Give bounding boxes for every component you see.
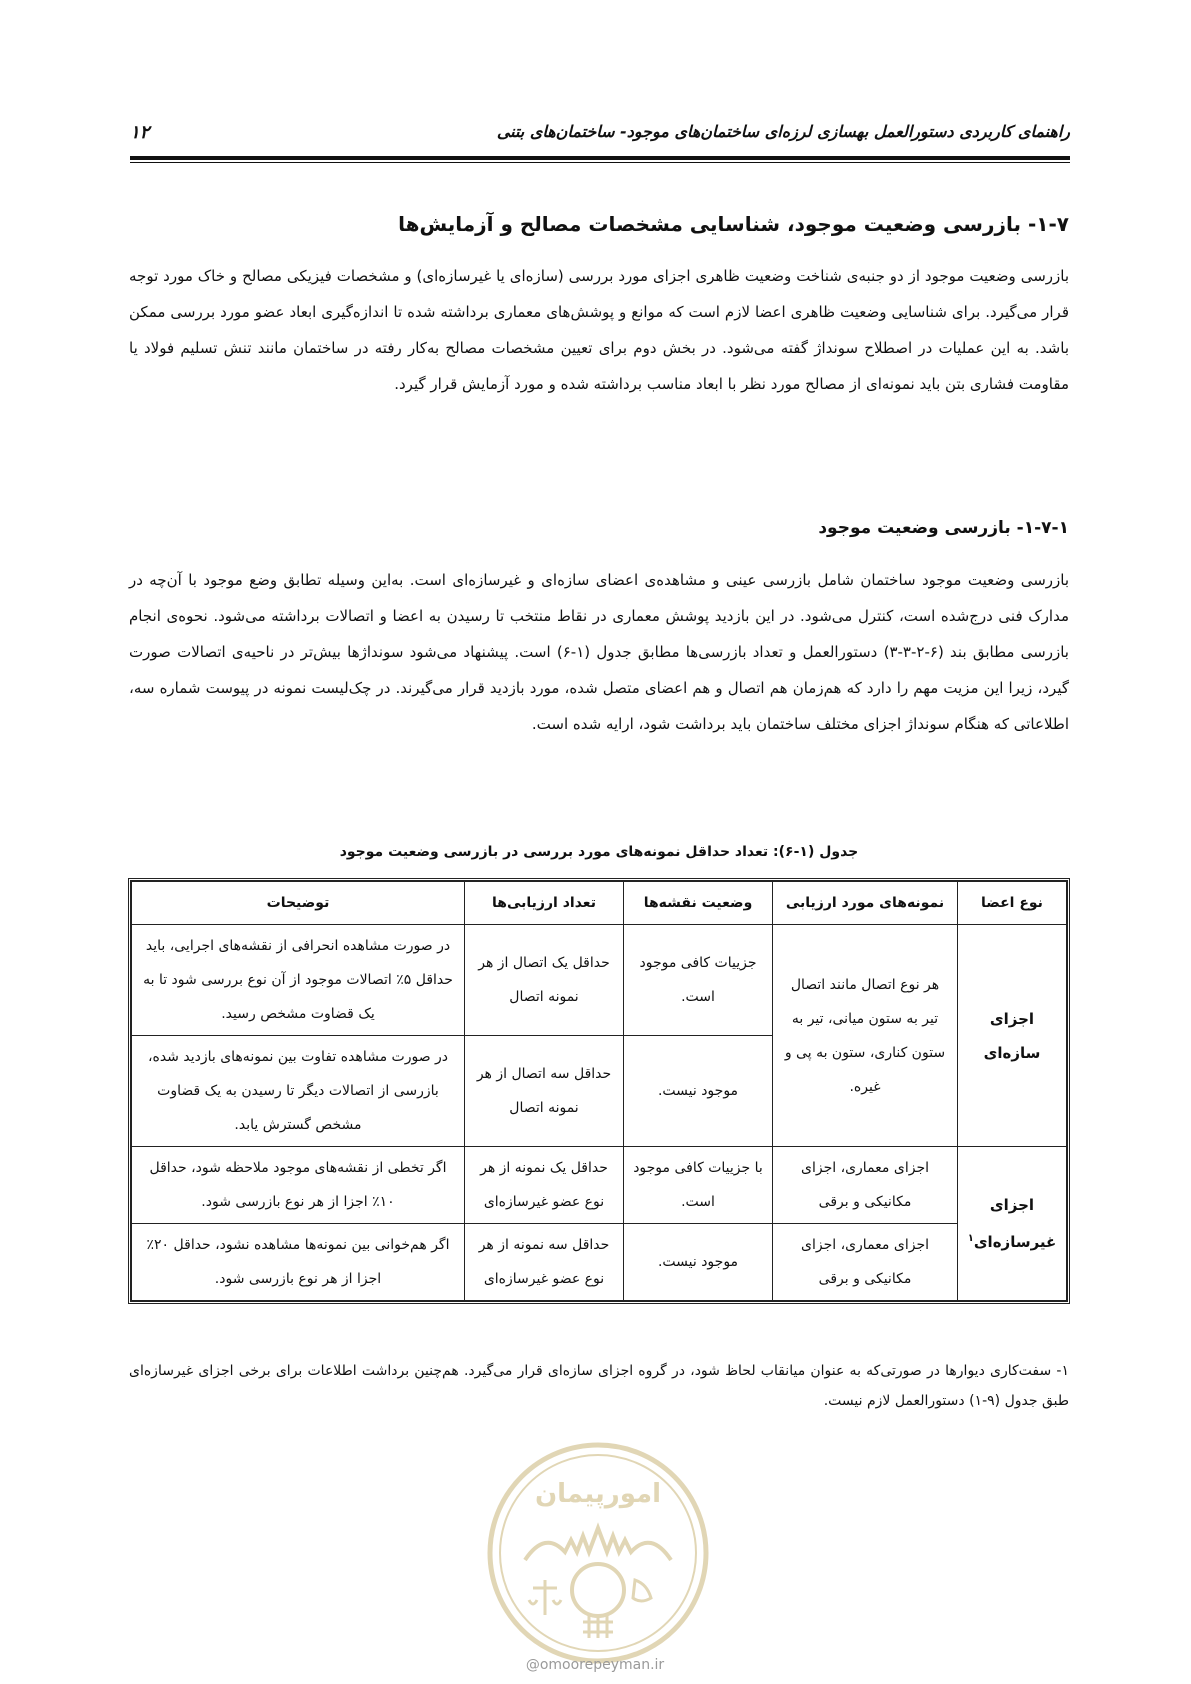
cell-nonstructural-count-1: حداقل یک نمونه از هر نوع عضو غیرسازه‌ای: [465, 1147, 624, 1224]
watermark-url: @omoorepeyman.ir: [525, 1657, 665, 1673]
cell-structural-description-1: در صورت مشاهده انحرافی از نقشه‌های اجرایی، باید حداقل ۵٪ اتصالات موجود از آن نوع بررسی شود تا به یک قضاوت مشخص رسید.: [132, 925, 465, 1036]
table-caption: جدول (۱-۶): تعداد حداقل نمونه‌های مورد بررسی در بازرسی وضعیت موجود: [339, 844, 859, 860]
nonstructural-label: اجزای غیرسازه‌ای: [973, 1196, 1057, 1251]
cell-nonstructural-samples-2: اجزای معماری، اجزای مکانیکی و برقی: [773, 1224, 958, 1301]
cell-nonstructural-plans-1: با جزییات کافی موجود است.: [624, 1147, 773, 1224]
table-row: [132, 925, 1067, 1036]
cell-structural-plans-2: موجود نیست.: [624, 1036, 773, 1147]
page-number: ۱۲: [130, 122, 150, 143]
cell-structural-member-type: اجزای سازه‌ای: [958, 925, 1067, 1147]
inspection-table: [128, 878, 1070, 1304]
cell-structural-samples: هر نوع اتصال مانند اتصال تیر به ستون میانی، تیر به ستون کناری، ستون به پی و غیره.: [773, 925, 958, 1147]
cell-nonstructural-description-2: اگر هم‌خوانی بین نمونه‌ها مشاهده نشود، حداقل ۲۰٪ اجزا از هر نوع بازرسی شود.: [132, 1224, 465, 1301]
subsection-paragraph: بازرسی وضعیت موجود ساختمان شامل بازرسی عینی و مشاهده‌ی اعضای سازه‌ای و غیرسازه‌ای است. به‌این وسیله تطابق وضع موجود با آن‌چه در مدارک فنی درج‌شده است، کنترل می‌شود. در این بازدید پوشش معماری در نقاط منتخب تا رسیدن به اعضا و اتصالات برداشته می‌شود. نحوه‌ی انجام بازرسی مطابق بند (۶-۲-۳-۳) دستورالعمل و تعداد بازرسی‌ها مطابق جدول (۱-۶) است. پیشنهاد می‌شود سونداژها بیش‌تر در ناحیه‌ی اتصالات صورت گیرد، زیرا این مزیت مهم را دارد که هم‌زمان هم اتصال و هم اعضای متصل شده، مورد بازدید قرار می‌گیرند. در چک‌لیست نمونه در پیوست شماره سه، اطلاعاتی که هنگام سونداژ اجزای مختلف ساختمان باید برداشت شود، ارایه شده است.: [129, 571, 1069, 733]
cell-nonstructural-plans-2: موجود نیست.: [624, 1224, 773, 1301]
cell-nonstructural-count-2: حداقل سه نمونه از هر نوع عضو غیرسازه‌ای: [465, 1224, 624, 1301]
cell-nonstructural-description-1: اگر تخطی از نقشه‌های موجود ملاحظه شود، حداقل ۱۰٪ اجزا از هر نوع بازرسی شود.: [132, 1147, 465, 1224]
table-footnote: ۱- سفت‌کاری دیوارها در صورتی‌که به عنوان میانقاب لحاظ شود، در گروه اجزای سازه‌ای قرار می‌گیرد. هم‌چنین برداشت اطلاعات برای برخی اجزای غیرسازه‌ای طبق جدول (۹-۱) دستورالعمل لازم نیست.: [129, 1363, 1069, 1409]
table-header-row: [132, 882, 1067, 925]
section-paragraph: بازرسی وضعیت موجود از دو جنبه‌ی شناخت وضعیت ظاهری اجزای مورد بررسی (سازه‌ای یا غیرسازه‌ای) و مشخصات فیزیکی مصالح و خاک مورد توجه قرار می‌گیرد. برای شناسایی وضعیت ظاهری اعضا لازم است که موانع و پوشش‌های معماری برداشته شده تا اندازه‌گیری ابعاد عضو مورد بررسی ممکن باشد. به این عملیات در اصطلاح سونداژ گفته می‌شود. در بخش دوم برای تعیین مشخصات مصالح به‌کار رفته در ساختمان مانند تنش تسلیم فولاد یا مقاومت فشاری بتن باید نمونه‌ای از مصالح مورد نظر با ابعاد مناسب برداشته شده و مورد آزمایش قرار گیرد.: [129, 267, 1069, 393]
watermark-seal-icon: [485, 1440, 711, 1666]
header-samples: نمونه‌های مورد ارزیابی: [773, 882, 958, 925]
table-row: [132, 1147, 1067, 1224]
section-heading: ۱-۷- بازرسی وضعیت موجود، شناسایی مشخصات مصالح و آزمایش‌ها: [398, 212, 1069, 236]
cell-structural-plans-1: جزییات کافی موجود است.: [624, 925, 773, 1036]
header-rule: [130, 156, 1070, 163]
cell-structural-count-2: حداقل سه اتصال از هر نمونه اتصال: [465, 1036, 624, 1147]
header-member-type: نوع اعضا: [958, 882, 1067, 925]
header-description: توضیحات: [132, 882, 465, 925]
subsection-heading: ۱-۷-۱- بازرسی وضعیت موجود: [818, 518, 1069, 538]
header-plans: وضعیت نقشه‌ها: [624, 882, 773, 925]
seal-logo-text: امورپیمان: [534, 1479, 662, 1509]
cell-nonstructural-member-type: [958, 1147, 1067, 1301]
cell-structural-count-1: حداقل یک اتصال از هر نمونه اتصال: [465, 925, 624, 1036]
cell-structural-description-2: در صورت مشاهده تفاوت بین نمونه‌های بازدید شده، بازرسی از اتصالات دیگر تا رسیدن به یک قضاوت مشخص گسترش یابد.: [132, 1036, 465, 1147]
footnote-marker: ۱: [967, 1233, 974, 1244]
running-header: [130, 122, 1070, 150]
header-count: تعداد ارزیابی‌ها: [465, 882, 624, 925]
running-header-title: راهنمای کاربردی دستورالعمل بهسازی لرزه‌ای ساختمان‌های موجود- ساختمان‌های بتنی: [496, 122, 1070, 141]
table-row: [132, 1224, 1067, 1301]
cell-nonstructural-samples-1: اجزای معماری، اجزای مکانیکی و برقی: [773, 1147, 958, 1224]
